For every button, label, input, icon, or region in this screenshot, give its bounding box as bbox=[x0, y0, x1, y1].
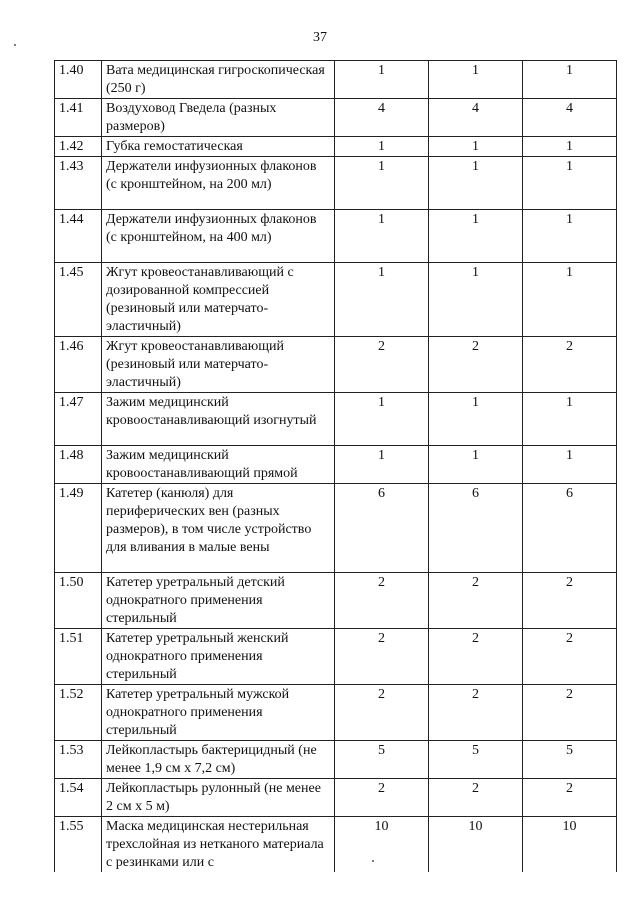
quantity-1-value: 1 bbox=[378, 265, 385, 280]
quantity-3 bbox=[523, 263, 617, 337]
quantity-2 bbox=[429, 337, 523, 393]
equipment-table bbox=[54, 60, 617, 872]
quantity-3-value: 6 bbox=[566, 486, 573, 501]
quantity-3 bbox=[523, 137, 617, 157]
quantity-3-value: 1 bbox=[566, 395, 573, 410]
quantity-3-value: 1 bbox=[566, 139, 573, 154]
row-number: 1.55 bbox=[55, 817, 102, 873]
quantity-2-value: 2 bbox=[472, 631, 479, 646]
quantity-2 bbox=[429, 137, 523, 157]
quantity-1 bbox=[335, 157, 429, 210]
table-row bbox=[55, 337, 617, 393]
quantity-1 bbox=[335, 337, 429, 393]
row-number: 1.54 bbox=[55, 779, 102, 817]
quantity-1-value: 1 bbox=[378, 63, 385, 78]
item-name: Маска медицинская нестерильная трехслойная из нетканого материала с резинками или с bbox=[102, 817, 335, 873]
quantity-1-value: 1 bbox=[378, 139, 385, 154]
table-row bbox=[55, 484, 617, 573]
item-name: Держатели инфузионных флаконов (с кронштейном, на 400 мл) bbox=[102, 210, 335, 263]
table-row bbox=[55, 263, 617, 337]
quantity-2 bbox=[429, 157, 523, 210]
quantity-3-value: 5 bbox=[566, 743, 573, 758]
page-number: 37 bbox=[313, 30, 327, 45]
quantity-3 bbox=[523, 817, 617, 873]
row-number: 1.49 bbox=[55, 484, 102, 573]
quantity-3-value: 1 bbox=[566, 265, 573, 280]
row-number: 1.47 bbox=[55, 393, 102, 446]
quantity-2 bbox=[429, 263, 523, 337]
quantity-1-value: 2 bbox=[378, 781, 385, 796]
item-name: Катетер уретральный детский однократного применения стерильный bbox=[102, 573, 335, 629]
quantity-2-value: 2 bbox=[472, 575, 479, 590]
row-number: 1.50 bbox=[55, 573, 102, 629]
quantity-2-value: 2 bbox=[472, 687, 479, 702]
quantity-1-value: 1 bbox=[378, 395, 385, 410]
quantity-3-value: 2 bbox=[566, 631, 573, 646]
quantity-3-value: 1 bbox=[566, 448, 573, 463]
row-number: 1.46 bbox=[55, 337, 102, 393]
quantity-1-value: 1 bbox=[378, 212, 385, 227]
quantity-2-value: 2 bbox=[472, 339, 479, 354]
table-row bbox=[55, 779, 617, 817]
item-name: Катетер уретральный женский однократного применения стерильный bbox=[102, 629, 335, 685]
table-row bbox=[55, 629, 617, 685]
quantity-2 bbox=[429, 210, 523, 263]
quantity-3-value: 10 bbox=[562, 819, 577, 834]
table-row bbox=[55, 99, 617, 137]
row-number: 1.52 bbox=[55, 685, 102, 741]
quantity-2 bbox=[429, 629, 523, 685]
quantity-3-value: 2 bbox=[566, 687, 573, 702]
table-row bbox=[55, 393, 617, 446]
row-number: 1.40 bbox=[55, 61, 102, 99]
quantity-1-value: 2 bbox=[378, 631, 385, 646]
row-number: 1.44 bbox=[55, 210, 102, 263]
row-number: 1.51 bbox=[55, 629, 102, 685]
table-row bbox=[55, 157, 617, 210]
quantity-2 bbox=[429, 61, 523, 99]
quantity-2-value: 5 bbox=[472, 743, 479, 758]
quantity-2 bbox=[429, 393, 523, 446]
quantity-2 bbox=[429, 446, 523, 484]
quantity-3 bbox=[523, 337, 617, 393]
quantity-3 bbox=[523, 210, 617, 263]
quantity-2-value: 1 bbox=[472, 395, 479, 410]
quantity-3 bbox=[523, 573, 617, 629]
item-name: Вата медицинская гигроскопическая (250 г) bbox=[102, 61, 335, 99]
table-row bbox=[55, 817, 617, 873]
quantity-3-value: 2 bbox=[566, 339, 573, 354]
quantity-2-value: 1 bbox=[472, 63, 479, 78]
quantity-3 bbox=[523, 741, 617, 779]
quantity-1 bbox=[335, 446, 429, 484]
item-name: Жгут кровеостанавливающий (резиновый или матерчато-эластичный) bbox=[102, 337, 335, 393]
quantity-3-value: 2 bbox=[566, 575, 573, 590]
table-row bbox=[55, 685, 617, 741]
table-row bbox=[55, 741, 617, 779]
quantity-3 bbox=[523, 484, 617, 573]
item-name: Жгут кровеостанавливающий с дозированной компрессией (резиновый или матерчато-эластичный) bbox=[102, 263, 335, 337]
quantity-1 bbox=[335, 779, 429, 817]
quantity-3 bbox=[523, 393, 617, 446]
item-name: Зажим медицинский кровоостанавливающий прямой bbox=[102, 446, 335, 484]
table-row bbox=[55, 446, 617, 484]
quantity-2-value: 4 bbox=[472, 101, 479, 116]
quantity-1 bbox=[335, 137, 429, 157]
quantity-1 bbox=[335, 210, 429, 263]
quantity-3 bbox=[523, 685, 617, 741]
quantity-1-value: 2 bbox=[378, 687, 385, 702]
quantity-2-value: 1 bbox=[472, 139, 479, 154]
equipment-table-body bbox=[55, 61, 617, 873]
quantity-2 bbox=[429, 779, 523, 817]
quantity-1-value: 1 bbox=[378, 448, 385, 463]
quantity-2-value: 6 bbox=[472, 486, 479, 501]
quantity-2-value: 2 bbox=[472, 781, 479, 796]
row-number: 1.41 bbox=[55, 99, 102, 137]
quantity-2 bbox=[429, 685, 523, 741]
quantity-3-value: 1 bbox=[566, 63, 573, 78]
quantity-1 bbox=[335, 61, 429, 99]
quantity-3 bbox=[523, 99, 617, 137]
quantity-1 bbox=[335, 817, 429, 873]
quantity-2-value: 1 bbox=[472, 448, 479, 463]
item-name: Зажим медицинский кровоостанавливающий изогнутый bbox=[102, 393, 335, 446]
quantity-3 bbox=[523, 629, 617, 685]
table-row bbox=[55, 137, 617, 157]
item-name: Губка гемостатическая bbox=[102, 137, 335, 157]
quantity-2-value: 1 bbox=[472, 159, 479, 174]
quantity-3 bbox=[523, 157, 617, 210]
quantity-2-value: 1 bbox=[472, 212, 479, 227]
quantity-1 bbox=[335, 263, 429, 337]
item-name: Лейкопластырь рулонный (не менее 2 см х 5 м) bbox=[102, 779, 335, 817]
quantity-1-value: 5 bbox=[378, 743, 385, 758]
item-name: Держатели инфузионных флаконов (с кронштейном, на 200 мл) bbox=[102, 157, 335, 210]
quantity-2 bbox=[429, 484, 523, 573]
quantity-1 bbox=[335, 685, 429, 741]
quantity-1 bbox=[335, 741, 429, 779]
table-row bbox=[55, 61, 617, 99]
quantity-1-value: 4 bbox=[378, 101, 385, 116]
quantity-3-value: 2 bbox=[566, 781, 573, 796]
table-row bbox=[55, 210, 617, 263]
quantity-1 bbox=[335, 629, 429, 685]
quantity-1 bbox=[335, 484, 429, 573]
table-row bbox=[55, 573, 617, 629]
item-name: Воздуховод Гведела (разных размеров) bbox=[102, 99, 335, 137]
quantity-1-value: 1 bbox=[378, 159, 385, 174]
quantity-3-value: 1 bbox=[566, 159, 573, 174]
scan-speck bbox=[14, 44, 16, 46]
quantity-3-value: 1 bbox=[566, 212, 573, 227]
quantity-2 bbox=[429, 741, 523, 779]
row-number: 1.53 bbox=[55, 741, 102, 779]
quantity-3 bbox=[523, 779, 617, 817]
row-number: 1.48 bbox=[55, 446, 102, 484]
row-number: 1.45 bbox=[55, 263, 102, 337]
quantity-1-value: 6 bbox=[378, 486, 385, 501]
quantity-3 bbox=[523, 61, 617, 99]
quantity-2 bbox=[429, 573, 523, 629]
row-number: 1.42 bbox=[55, 137, 102, 157]
quantity-3-value: 4 bbox=[566, 101, 573, 116]
quantity-3 bbox=[523, 446, 617, 484]
quantity-2 bbox=[429, 99, 523, 137]
quantity-1 bbox=[335, 573, 429, 629]
item-name: Лейкопластырь бактерицидный (не менее 1,9 см х 7,2 см) bbox=[102, 741, 335, 779]
item-name: Катетер уретральный мужской однократного применения стерильный bbox=[102, 685, 335, 741]
quantity-1 bbox=[335, 99, 429, 137]
quantity-1-value: 10 bbox=[374, 819, 389, 834]
quantity-2 bbox=[429, 817, 523, 873]
quantity-2-value: 1 bbox=[472, 265, 479, 280]
item-name: Катетер (канюля) для периферических вен (разных размеров), в том числе устройство для вливания в малые вены bbox=[102, 484, 335, 573]
quantity-2-value: 10 bbox=[468, 819, 483, 834]
quantity-1-value: 2 bbox=[378, 339, 385, 354]
quantity-1-value: 2 bbox=[378, 575, 385, 590]
row-number: 1.43 bbox=[55, 157, 102, 210]
quantity-1 bbox=[335, 393, 429, 446]
